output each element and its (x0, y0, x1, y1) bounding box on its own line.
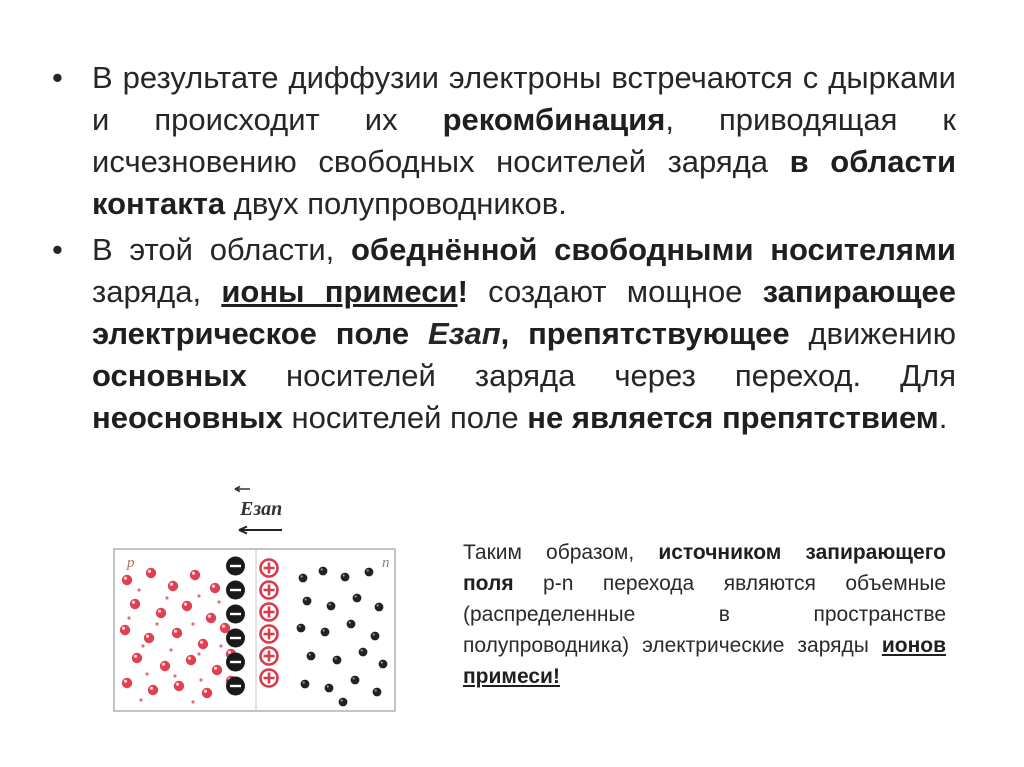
electron-dot (353, 594, 362, 603)
impurity-dot (191, 622, 194, 625)
term-impurity-ions: ионы примеси (221, 274, 458, 309)
bullet-text: В этой области, обеднённой свободными носителями заряда, ионы примеси! создают мощное запирающее электрическое поле Езап, препятствующее движению основных носителей заряда через переход. Для неосновных носителей поле не является препятствием. (92, 232, 956, 435)
hole-highlight (174, 630, 177, 633)
electron-highlight (309, 653, 311, 655)
impurity-dot (199, 678, 202, 681)
hole-highlight (122, 627, 125, 630)
hole-dot (182, 601, 192, 611)
electron-highlight (305, 598, 307, 600)
term-majority: основных (92, 358, 247, 393)
hole-highlight (204, 690, 207, 693)
hole-dot (132, 653, 142, 663)
electron-highlight (327, 685, 329, 687)
hole-highlight (222, 625, 225, 628)
hole-highlight (132, 601, 135, 604)
hole-highlight (150, 687, 153, 690)
electron-highlight (373, 633, 375, 635)
electron-highlight (329, 603, 331, 605)
hole-highlight (158, 610, 161, 613)
hole-dot (156, 608, 166, 618)
electron-dot (297, 624, 306, 633)
term-impurity-ions-2: ионов примеси! (463, 634, 946, 688)
term-contact-area: в области контакта (92, 144, 957, 221)
hole-highlight (188, 657, 191, 660)
hole-dot (174, 681, 184, 691)
electron-dot (299, 574, 308, 583)
term-e-zap: Езап (427, 316, 501, 351)
hole-highlight (228, 651, 231, 654)
hole-dot (122, 678, 132, 688)
term-minority: неосновных (92, 400, 283, 435)
bullet-marker: • (52, 232, 63, 267)
pn-junction-figure (107, 478, 403, 718)
electron-dot (341, 573, 350, 582)
hole-dot (198, 639, 208, 649)
term-depleted: обеднённой свободными носителями (351, 232, 956, 267)
electron-highlight (323, 629, 325, 631)
hole-highlight (162, 663, 165, 666)
bullet-text: В результате диффузии электроны встречаются с дырками и происходит их рекомбинация, приводящая к исчезновению свободных носителей заряда в области контакта двух полупроводников. (92, 60, 957, 221)
hole-dot (206, 613, 216, 623)
impurity-dot (155, 622, 158, 625)
impurity-dot (197, 594, 200, 597)
electron-dot (359, 648, 368, 657)
field-arrow-icon (239, 527, 282, 534)
electron-highlight (381, 661, 383, 663)
hole-dot (146, 568, 156, 578)
electron-dot (307, 652, 316, 661)
electron-dot (351, 676, 360, 685)
hole-dot (148, 685, 158, 695)
hole-dot (120, 625, 130, 635)
hole-dot (212, 665, 222, 675)
electron-highlight (301, 575, 303, 577)
field-label: Eзап (240, 498, 283, 520)
electron-highlight (335, 657, 337, 659)
hole-highlight (176, 683, 179, 686)
electron-highlight (303, 681, 305, 683)
impurity-dot (165, 596, 168, 599)
electron-highlight (343, 574, 345, 576)
hole-dot (130, 599, 140, 609)
electron-dot (327, 602, 336, 611)
impurity-dot (217, 600, 220, 603)
hole-dot (190, 570, 200, 580)
bullet-marker: • (52, 60, 63, 95)
hole-dot (168, 581, 178, 591)
impurity-dot (219, 644, 222, 647)
hole-highlight (124, 577, 127, 580)
hole-highlight (148, 570, 151, 573)
conclusion-text: Таким образом, источником запирающего поля p-n перехода являются объемные (распределенные в пространстве полупроводника) электрические заряды ионов примеси! (463, 541, 946, 688)
impurity-dot (169, 648, 172, 651)
n-region-label: n (382, 555, 390, 571)
hole-dot (160, 661, 170, 671)
hole-highlight (200, 641, 203, 644)
impurity-dot (141, 644, 144, 647)
p-region-label: p (127, 555, 135, 571)
electron-dot (333, 656, 342, 665)
impurity-dot (139, 698, 142, 701)
small-arrow-icon (235, 487, 250, 492)
hole-highlight (212, 585, 215, 588)
electron-dot (375, 603, 384, 612)
electron-dot (373, 688, 382, 697)
electron-dot (379, 660, 388, 669)
hole-dot (210, 583, 220, 593)
electron-highlight (353, 677, 355, 679)
impurity-dot (145, 672, 148, 675)
term-source: источником запирающего поля (463, 541, 946, 595)
term-recombination: рекомбинация (442, 102, 666, 137)
term-preventing: препятствующее (528, 316, 790, 351)
electron-dot (347, 620, 356, 629)
electron-highlight (375, 689, 377, 691)
electron-dot (319, 567, 328, 576)
term-not-obstacle: не является препятствием (527, 400, 939, 435)
impurity-dot (127, 616, 130, 619)
hole-highlight (134, 655, 137, 658)
hole-highlight (146, 635, 149, 638)
hole-dot (172, 628, 182, 638)
electron-highlight (321, 568, 323, 570)
electron-dot (325, 684, 334, 693)
electron-highlight (299, 625, 301, 627)
electron-highlight (377, 604, 379, 606)
term-blocking-field: запирающее электрическое поле (92, 274, 956, 351)
electron-dot (301, 680, 310, 689)
hole-dot (144, 633, 154, 643)
impurity-dot (137, 588, 140, 591)
electron-highlight (355, 595, 357, 597)
hole-highlight (208, 615, 211, 618)
hole-dot (202, 688, 212, 698)
impurity-dot (173, 674, 176, 677)
electron-dot (321, 628, 330, 637)
electron-highlight (341, 699, 343, 701)
electron-highlight (361, 649, 363, 651)
hole-dot (186, 655, 196, 665)
impurity-dot (191, 700, 194, 703)
electron-highlight (367, 569, 369, 571)
hole-highlight (192, 572, 195, 575)
electron-highlight (349, 621, 351, 623)
hole-highlight (214, 667, 217, 670)
electron-dot (365, 568, 374, 577)
impurity-dot (197, 652, 200, 655)
electron-dot (339, 698, 348, 707)
hole-dot (122, 575, 132, 585)
hole-highlight (124, 680, 127, 683)
electron-dot (303, 597, 312, 606)
hole-highlight (184, 603, 187, 606)
electron-dot (371, 632, 380, 641)
hole-highlight (170, 583, 173, 586)
